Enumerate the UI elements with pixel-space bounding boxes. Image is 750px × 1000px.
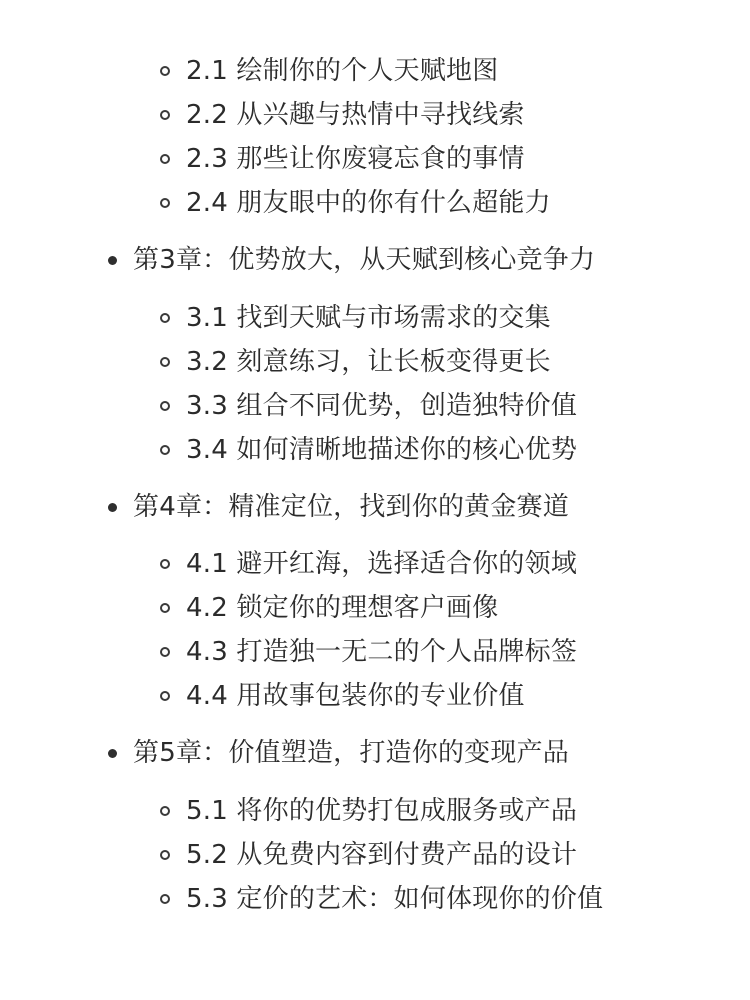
toc-item-text: 4.1 避开红海，选择适合你的领域 (186, 549, 578, 579)
toc-item-2-1 (160, 49, 498, 93)
toc-item-4-2 (160, 586, 498, 630)
toc-item-2-2 (160, 93, 525, 137)
toc-item-text: 2.3 那些让你废寝忘食的事情 (186, 144, 525, 174)
filled-bullet-icon (108, 749, 117, 758)
hollow-bullet-icon (160, 603, 170, 613)
hollow-bullet-icon (160, 559, 170, 569)
toc-item-2-3 (160, 137, 525, 181)
toc-chapter-text: 第5章：价值塑造，打造你的变现产品 (133, 738, 569, 768)
hollow-bullet-icon (160, 806, 170, 816)
hollow-bullet-icon (160, 647, 170, 657)
hollow-bullet-icon (160, 66, 170, 76)
toc-chapter-5 (108, 731, 569, 775)
toc-item-text: 4.3 打造独一无二的个人品牌标签 (186, 637, 578, 667)
toc-item-4-1 (160, 542, 577, 586)
hollow-bullet-icon (160, 850, 170, 860)
toc-item-text: 2.4 朋友眼中的你有什么超能力 (186, 188, 551, 218)
hollow-bullet-icon (160, 198, 170, 208)
toc-item-text: 3.1 找到天赋与市场需求的交集 (186, 303, 551, 333)
toc-item-5-2 (160, 833, 577, 877)
hollow-bullet-icon (160, 313, 170, 323)
toc-item-text: 2.1 绘制你的个人天赋地图 (186, 56, 499, 86)
filled-bullet-icon (108, 503, 117, 512)
toc-chapter-3 (108, 238, 595, 282)
toc-item-3-1 (160, 296, 551, 340)
toc-item-3-3 (160, 384, 577, 428)
toc-chapter-4 (108, 485, 569, 529)
hollow-bullet-icon (160, 110, 170, 120)
toc-item-5-1 (160, 789, 577, 833)
toc-item-2-4 (160, 181, 551, 225)
toc-item-3-2 (160, 340, 551, 384)
toc-item-text: 5.1 将你的优势打包成服务或产品 (186, 796, 578, 826)
hollow-bullet-icon (160, 401, 170, 411)
toc-item-text: 4.4 用故事包装你的专业价值 (186, 681, 525, 711)
toc-chapter-text: 第4章：精准定位，找到你的黄金赛道 (133, 492, 569, 522)
toc-item-5-3 (160, 877, 603, 921)
toc-item-text: 5.3 定价的艺术：如何体现你的价值 (186, 884, 604, 914)
hollow-bullet-icon (160, 691, 170, 701)
toc-item-text: 3.3 组合不同优势，创造独特价值 (186, 391, 578, 421)
hollow-bullet-icon (160, 154, 170, 164)
toc-item-text: 3.2 刻意练习，让长板变得更长 (186, 347, 551, 377)
filled-bullet-icon (108, 256, 117, 265)
toc-item-4-4 (160, 674, 525, 718)
toc-item-text: 2.2 从兴趣与热情中寻找线索 (186, 100, 525, 130)
hollow-bullet-icon (160, 894, 170, 904)
toc-item-4-3 (160, 630, 577, 674)
toc-item-text: 4.2 锁定你的理想客户画像 (186, 593, 499, 623)
toc-item-text: 3.4 如何清晰地描述你的核心优势 (186, 435, 578, 465)
toc-chapter-text: 第3章：优势放大，从天赋到核心竞争力 (133, 245, 596, 275)
toc-item-3-4 (160, 428, 577, 472)
hollow-bullet-icon (160, 357, 170, 367)
toc-item-text: 5.2 从免费内容到付费产品的设计 (186, 840, 578, 870)
hollow-bullet-icon (160, 445, 170, 455)
